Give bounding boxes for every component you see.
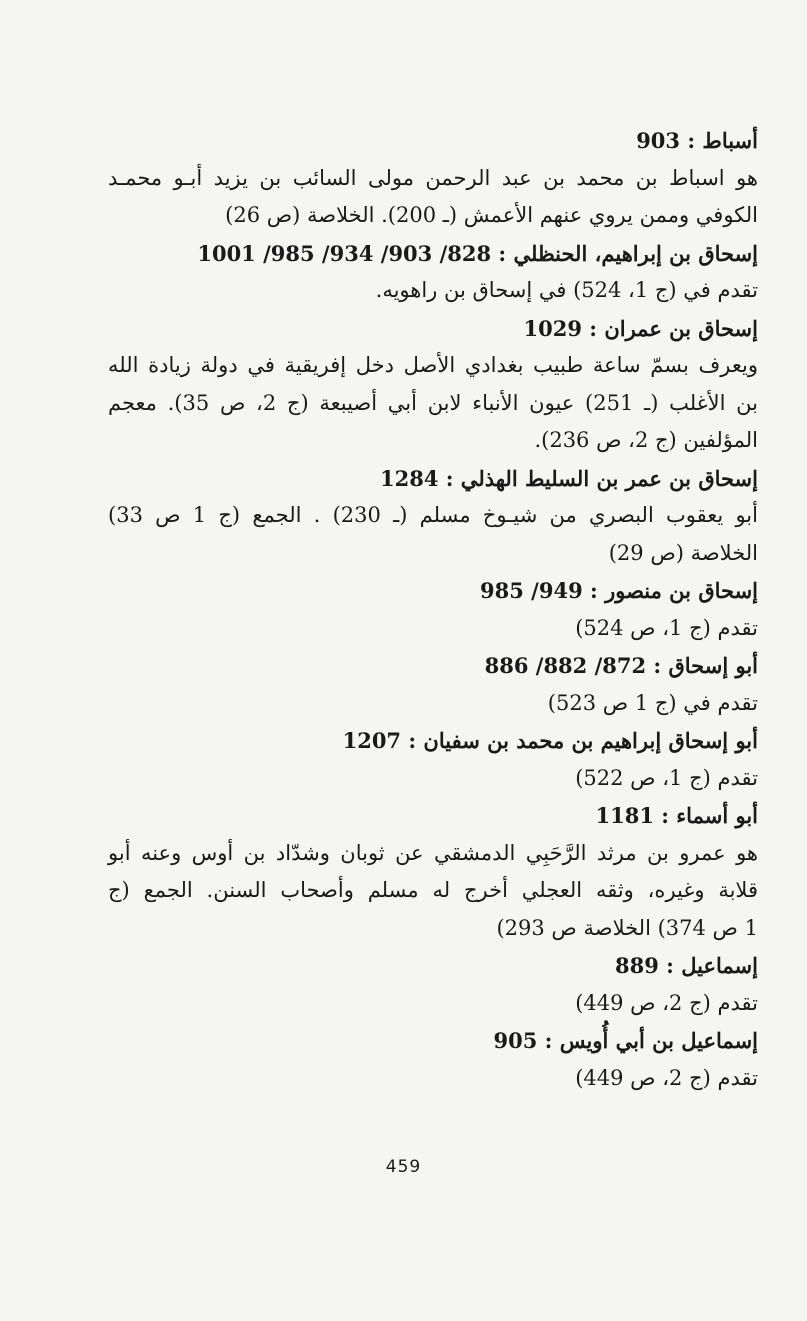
entry-heading: أسباط : 903 bbox=[636, 128, 758, 153]
entry-text: المؤلفين (ج 2، ص 236). bbox=[534, 428, 758, 452]
entry-heading: إسماعيل بن أبي أُويس : 905 bbox=[493, 1028, 758, 1053]
entry-text: هو عمرو بن مرثد الرَّحَبِي الدمشقي عن ثوبان وشدّاد بن أوس وعنه أبو bbox=[108, 840, 758, 865]
entry-text: تقدم في (ج 1، 524) في إسحاق بن راهويه. bbox=[375, 278, 758, 302]
entry-text: قلابة وغيره، وثقه العجلي أخرج له مسلم وأصحاب السنن. الجمع (ج bbox=[108, 878, 758, 902]
entry-text: تقدم (ج 1، ص 524) bbox=[575, 615, 758, 640]
entry-heading: إسحاق بن عمران : 1029 bbox=[523, 315, 758, 341]
entry-heading: إسحاق بن إبراهيم، الحنظلي : 828/ 903/ 934/ 985/ 1001 bbox=[197, 240, 758, 266]
entry-heading: أبو إسحاق إبراهيم بن محمد بن سفيان : 1207 bbox=[342, 728, 758, 753]
entry-text: هو اسباط بن محمد بن عبد الرحمن مولى السائب بن يزيد أبـو محمـد bbox=[108, 165, 758, 190]
entry-heading: أبو إسحاق : 872/ 882/ 886 bbox=[484, 653, 758, 678]
entry-text: ويعرف بسمّ ساعة طبيب بغدادي الأصل دخل إفريقية في دولة زيادة الله bbox=[108, 353, 758, 377]
page-number: 459 bbox=[385, 1157, 422, 1177]
entry-text: الخلاصة (ص 29) bbox=[608, 540, 758, 565]
entry-heading: إسحاق بن عمر بن السليط الهذلي : 1284 bbox=[379, 465, 758, 491]
entry-text: أبو يعقوب البصري من شيـوخ مسلم (ـ 230) . الجمع (ج 1 ص 33) bbox=[108, 503, 758, 527]
page-body bbox=[108, 122, 758, 1097]
entry-text: تقدم (ج 2، ص 449) bbox=[575, 990, 758, 1015]
entry-text: تقدم في (ج 1 ص 523) bbox=[547, 690, 758, 715]
entry-text: تقدم (ج 2، ص 449) bbox=[575, 1065, 758, 1090]
entry-heading: أبو أسماء : 1181 bbox=[595, 803, 758, 828]
entry-text: تقدم (ج 1، ص 522) bbox=[575, 765, 758, 790]
entry-heading: إسحاق بن منصور : 949/ 985 bbox=[480, 578, 758, 603]
entry-heading: إسماعيل : 889 bbox=[615, 953, 758, 978]
entry-text: الكوفي وممن يروي عنهم الأعمش (ـ 200). الخلاصة (ص 26) bbox=[225, 203, 758, 227]
entry-text: 1 ص 374) الخلاصة ص 293) bbox=[496, 915, 758, 940]
entry-text: بن الأغلب (ـ 251) عيون الأنباء لابن أبي أصيبعة (ج 2، ص 35). معجم bbox=[108, 390, 758, 415]
